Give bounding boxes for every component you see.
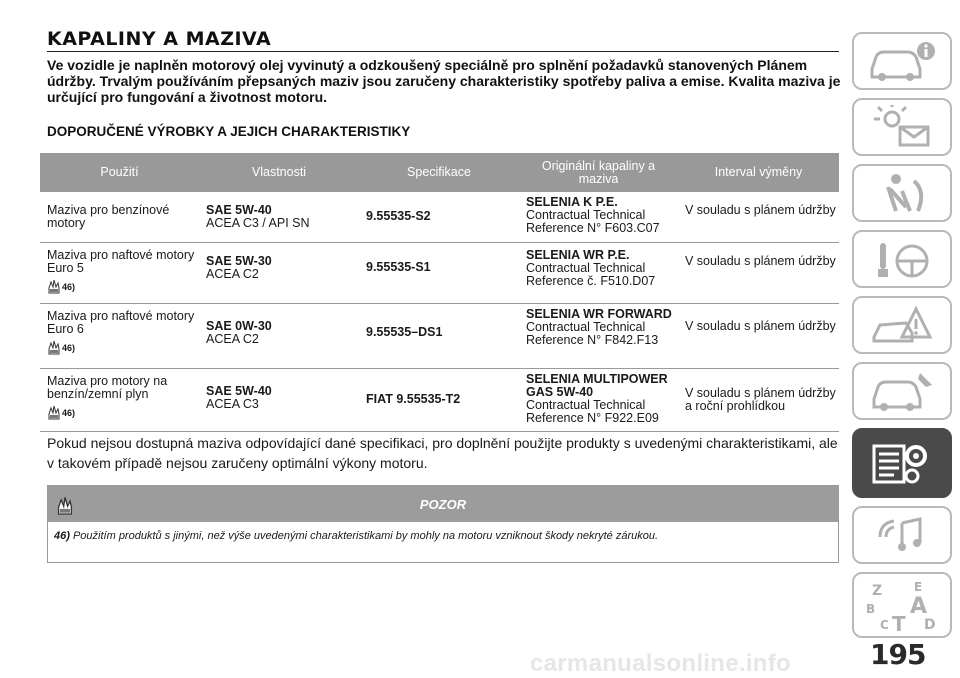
standard: ACEA C3 / API SN: [206, 216, 310, 230]
index-letter: Z: [872, 583, 883, 599]
page-number: 195: [870, 638, 926, 671]
cell-specification: 9.55535-S2: [366, 209, 431, 223]
warning-reference: 46): [54, 530, 70, 542]
header-original-fluids: Originální kapaliny a maziva: [541, 158, 656, 186]
reference-mark: [47, 278, 75, 294]
intro-paragraph: Ve vozidle je naplněn motorový olej vyvinutý a odzkoušený speciálně pro splnění požadavků stanovených Plánem údržby. Trvalým používáním přepsaných maziv jsou zaručeny charakteristiky spotřeby paliva a emise. Kvalita maziva je určující pro fungování a životnost motoru.: [47, 57, 841, 105]
product-reference: Contractual Technical Reference N° F842.F13: [526, 320, 659, 347]
cell-use: [40, 373, 199, 423]
table-header: [40, 153, 839, 192]
use-text: Maziva pro naftové motory Euro 5: [47, 248, 195, 275]
reference-mark: [47, 404, 75, 420]
product-name: SELENIA WR P.E.: [526, 248, 630, 262]
reference-number: 46): [62, 408, 76, 418]
reference-number: 46): [62, 282, 76, 292]
cell-original-fluids: [519, 308, 678, 347]
table-row: [40, 243, 839, 304]
car-info-icon: [866, 39, 938, 83]
dashboard-lights-icon: [866, 105, 938, 149]
warning-hand-icon: [47, 339, 61, 355]
use-text: Maziva pro motory na benzín/zemní plyn: [47, 374, 168, 401]
emergency-icon: [866, 303, 938, 347]
index-letter: C: [880, 618, 889, 632]
cell-properties: [199, 196, 359, 230]
standard: ACEA C2: [206, 267, 259, 281]
index-letters-icon: [862, 577, 942, 633]
viscosity: SAE 5W-30: [206, 254, 272, 268]
tab-technical-data[interactable]: [852, 428, 952, 498]
reference-mark: [47, 339, 75, 355]
cell-interval: V souladu s plánem údržby a roční prohlídkou: [685, 386, 836, 413]
tab-dashboard[interactable]: [852, 98, 952, 156]
multimedia-icon: [866, 513, 938, 557]
cell-interval: V souladu s plánem údržby: [685, 203, 836, 217]
viscosity: SAE 5W-40: [206, 384, 272, 398]
cell-specification: FIAT 9.55535-T2: [366, 392, 461, 406]
tab-emergency[interactable]: [852, 296, 952, 354]
table-row: [40, 304, 839, 369]
cell-properties: [199, 373, 359, 411]
viscosity: SAE 5W-40: [206, 203, 272, 217]
car-maintenance-icon: [866, 369, 938, 413]
tab-maintenance[interactable]: [852, 362, 952, 420]
table-row: [40, 192, 839, 243]
seat-airbag-icon: [866, 171, 938, 215]
tab-safety[interactable]: [852, 164, 952, 222]
index-letter: E: [914, 580, 923, 594]
cell-properties: [199, 308, 359, 346]
tab-starting-driving[interactable]: [852, 230, 952, 288]
header-interval: Interval výměny: [714, 165, 803, 179]
warning-header: [48, 486, 838, 522]
header-use: Použití: [100, 165, 139, 179]
tab-index[interactable]: [852, 572, 952, 638]
warning-box: [47, 485, 839, 563]
product-name: SELENIA MULTIPOWER GAS 5W-40: [526, 372, 668, 399]
cell-original-fluids: [519, 247, 678, 288]
cell-interval: V souladu s plánem údržby: [685, 319, 836, 333]
table-row: [40, 369, 839, 432]
cell-specification: 9.55535-S1: [366, 260, 431, 274]
watermark: carmanualsonline.info: [530, 650, 792, 677]
product-reference: Contractual Technical Reference N° F922.E09: [526, 398, 659, 425]
warning-body: [48, 522, 838, 542]
key-steering-icon: [866, 237, 938, 281]
cell-original-fluids: [519, 196, 678, 235]
tab-vehicle-info[interactable]: [852, 32, 952, 90]
cell-use: [40, 196, 199, 230]
cell-properties: [199, 247, 359, 281]
index-letter: A: [910, 594, 928, 619]
technical-data-icon: [866, 438, 938, 488]
product-name: SELENIA K P.E.: [526, 195, 618, 209]
cell-use: [40, 308, 199, 358]
product-name: SELENIA WR FORWARD: [526, 307, 672, 321]
note-paragraph: Pokud nejsou dostupná maziva odpovídající dané specifikaci, pro doplnění použijte produkty s uvedenými charakteristikami, ale v takovém případě nejsou zaručeny optimální výkony motoru.: [47, 435, 838, 471]
index-letter: D: [924, 617, 936, 633]
standard: ACEA C2: [206, 332, 259, 346]
product-reference: Contractual Technical Reference N° F603.C07: [526, 208, 660, 235]
header-specification: Specifikace: [407, 165, 471, 179]
cell-specification: 9.55535–DS1: [366, 325, 443, 339]
page-title: KAPALINY A MAZIVA: [47, 28, 272, 50]
cell-interval: V souladu s plánem údržby: [685, 254, 836, 268]
tab-multimedia[interactable]: [852, 506, 952, 564]
standard: ACEA C3: [206, 397, 259, 411]
viscosity: SAE 0W-30: [206, 319, 272, 333]
lubricants-table: [40, 153, 839, 432]
warning-text: Použitím produktů s jinými, než výše uvedenými charakteristikami by mohly na motoru vzniknout škody nekryté zárukou.: [72, 530, 659, 542]
index-letter: B: [866, 602, 876, 616]
section-heading: DOPORUČENÉ VÝROBKY A JEJICH CHARAKTERISTIKY: [47, 124, 411, 139]
warning-title: POZOR: [419, 497, 467, 512]
product-reference: Contractual Technical Reference č. F510.D07: [526, 261, 656, 288]
cell-use: [40, 247, 199, 297]
index-letter: T: [892, 612, 906, 633]
use-text: Maziva pro benzínové motory: [47, 203, 170, 230]
header-properties: Vlastnosti: [251, 165, 307, 179]
title-rule: [47, 51, 839, 52]
use-text: Maziva pro naftové motory Euro 6: [47, 309, 195, 336]
warning-hand-icon: [47, 404, 61, 420]
warning-hand-icon: [47, 278, 61, 294]
reference-number: 46): [62, 343, 76, 353]
cell-original-fluids: [519, 373, 678, 425]
